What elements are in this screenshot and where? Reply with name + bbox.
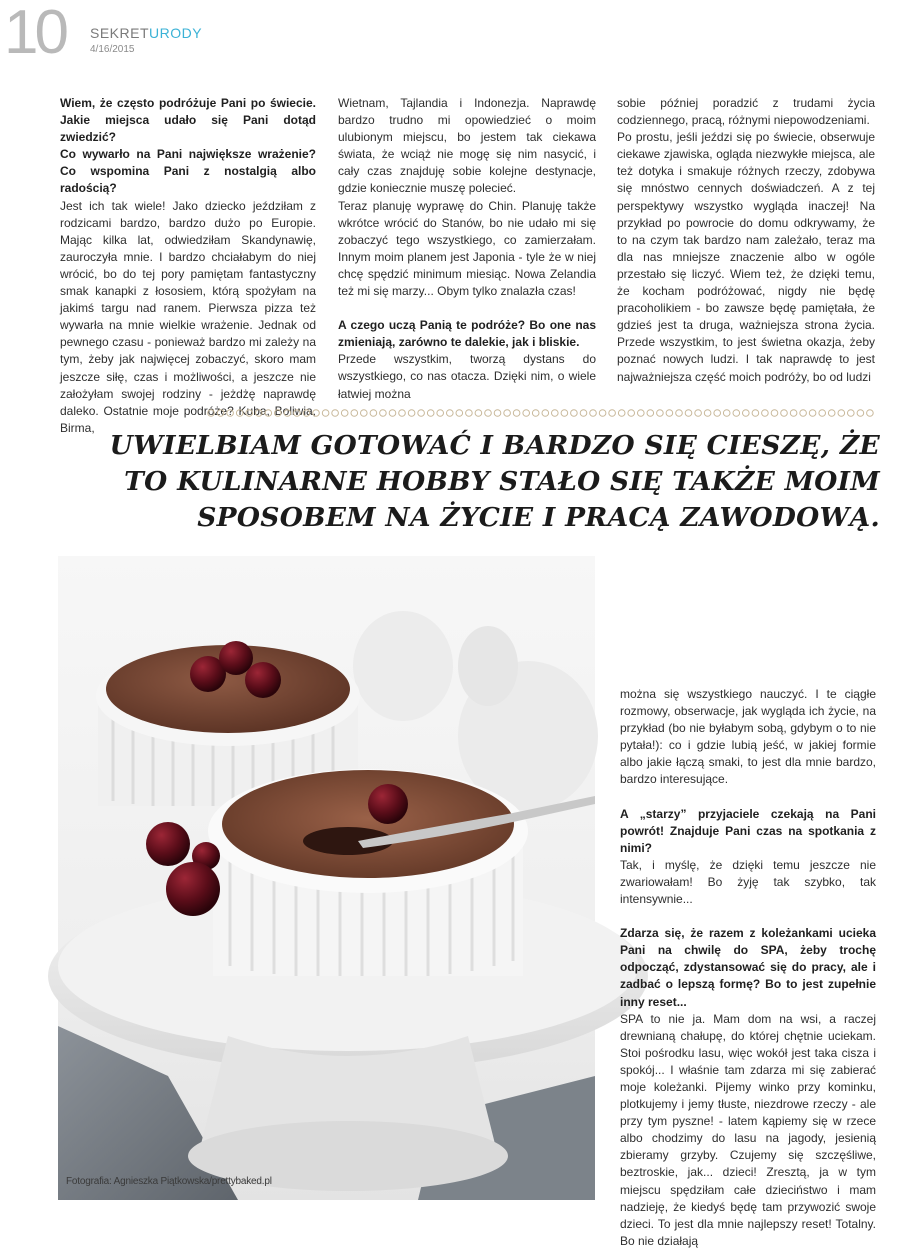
divider-dot bbox=[265, 410, 272, 417]
answer-paragraph: SPA to nie ja. Mam dom na wsi, a raczej drewnianą chałupę, do której chętnie uciekam. Stoi pośrodku lasu, więc wokół jest taka cisza i spokój... I właśnie tam zdarza mi się zabierać moje koleżanki. Pijemy winko przy kominku, plotkujemy i jemy tłuste, niezdrowe rzeczy - ale przy tym pyszne! - latem kąpiemy się w rzece albo chodzimy do lasu na jagody, jesienią zbieramy grzyby. Czujemy się szczęśliwe, beztroskie, jak... dzieci! Zresztą, ja w tym miejscu spędziłam całe dzieciństwo i mam nadzieję, że kiedyś będę tam przywozić swoje dzieci. To jest dla mnie najlepszy reset! Totalny. Bo nie działają bbox=[620, 1011, 876, 1248]
answer-paragraph: Wietnam, Tajlandia i Indonezja. Naprawdę bardzo trudno mi opowiedzieć o moim ulubionym miejscu, bo jestem tak ciekawa świata, że wciąż nie mogę się nim nasycić, i cały czas znajduję sobie kolejne destynacje, gdzie koniecznie muszę polecieć. bbox=[338, 96, 596, 196]
divider-dot bbox=[275, 410, 282, 417]
divider-dot bbox=[485, 410, 492, 417]
divider-dot bbox=[571, 410, 578, 417]
divider-dot bbox=[447, 410, 454, 417]
divider-dot bbox=[246, 410, 253, 417]
divider-dot bbox=[752, 410, 759, 417]
divider-dot bbox=[733, 410, 740, 417]
divider-dot bbox=[380, 410, 387, 417]
divider-dot bbox=[676, 410, 683, 417]
divider-dot bbox=[208, 410, 215, 417]
divider-dot bbox=[294, 410, 301, 417]
divider-dot bbox=[771, 410, 778, 417]
pull-quote bbox=[100, 428, 880, 536]
article-column-2 bbox=[338, 95, 596, 403]
divider-dot bbox=[819, 410, 826, 417]
chocolate-souffle-cherries-image bbox=[58, 556, 595, 1200]
divider-dot bbox=[303, 410, 310, 417]
article-column-4 bbox=[620, 686, 876, 1250]
divider-dot bbox=[800, 410, 807, 417]
divider-dot bbox=[332, 410, 339, 417]
divider-dot bbox=[723, 410, 730, 417]
divider-dot bbox=[552, 410, 559, 417]
article-column-1 bbox=[60, 95, 316, 437]
divider-dot bbox=[618, 410, 625, 417]
answer-paragraph: Tak, i myślę, że dzięki temu jeszcze nie zwariowałam! Bo żyję tak szybko, tak intensywnie... bbox=[620, 857, 876, 907]
divider-dot bbox=[341, 410, 348, 417]
divider-dot bbox=[580, 410, 587, 417]
photo-credit: Fotografia: Agnieszka Piątkowska/prettybaked.pl bbox=[66, 1176, 272, 1187]
divider-dot bbox=[781, 410, 788, 417]
divider-dot bbox=[714, 410, 721, 417]
divider-dot bbox=[437, 410, 444, 417]
divider-dot bbox=[704, 410, 711, 417]
divider-dot bbox=[284, 410, 291, 417]
divider-dot bbox=[494, 410, 501, 417]
divider-dot bbox=[466, 410, 473, 417]
divider-dot bbox=[590, 410, 597, 417]
divider-dot bbox=[389, 410, 396, 417]
divider-dot bbox=[828, 410, 835, 417]
divider-dot bbox=[790, 410, 797, 417]
question: A „starzy” przyjaciele czekają na Pani powrót! Znajduje Pani czas na spotkania z nimi? bbox=[620, 806, 876, 855]
divider-dot bbox=[762, 410, 769, 417]
divider-dot bbox=[504, 410, 511, 417]
divider-dot bbox=[532, 410, 539, 417]
divider-dot bbox=[456, 410, 463, 417]
pull-quote-line: SPOSOBEM NA ŻYCIE I PRACĄ ZAWODOWĄ. bbox=[197, 502, 880, 533]
divider-dot bbox=[361, 410, 368, 417]
question: A czego uczą Panią te podróże? Bo one nas zmieniają, zarówno te dalekie, jak i bliskie. bbox=[338, 318, 596, 350]
divider-dot bbox=[809, 410, 816, 417]
divider-dot bbox=[867, 410, 874, 417]
divider-dot bbox=[418, 410, 425, 417]
divider-dot bbox=[513, 410, 520, 417]
divider-dot bbox=[351, 410, 358, 417]
divider-dot bbox=[628, 410, 635, 417]
divider-dot bbox=[848, 410, 855, 417]
divider-dot bbox=[743, 410, 750, 417]
answer-paragraph: Teraz planuję wyprawę do Chin. Planuję także wkrótce wrócić do Stanów, bo nie udało mi się zobaczyć tego wszystkiego, co zamierzałam. Innym moim planem jest Japonia - tyle że w niej chcę spędzić minimum miesiąc. Nowa Zelandia też mi się marzy... Obym tylko znalazła czas! bbox=[338, 198, 596, 299]
dessert-photo bbox=[58, 556, 595, 1200]
masthead-sekret: SEKRET bbox=[90, 25, 150, 41]
divider-dot bbox=[523, 410, 530, 417]
question: Wiem, że często podróżuje Pani po świecie. Jakie miejsca udało się Pani dotąd zwiedzić? bbox=[60, 96, 316, 145]
answer-paragraph: sobie później poradzić z trudami życia codziennego, pracą, różnymi niepowodzeniami. bbox=[617, 96, 875, 128]
issue-date: 4/16/2015 bbox=[90, 44, 135, 55]
divider-dot bbox=[475, 410, 482, 417]
decorative-dot-divider bbox=[206, 407, 878, 419]
divider-dot bbox=[427, 410, 434, 417]
divider-dot bbox=[542, 410, 549, 417]
divider-dot bbox=[408, 410, 415, 417]
pull-quote-line: UWIELBIAM GOTOWAĆ I BARDZO SIĘ CIESZĘ, ŻE bbox=[109, 430, 880, 461]
divider-dot bbox=[370, 410, 377, 417]
divider-dot bbox=[685, 410, 692, 417]
divider-dot bbox=[857, 410, 864, 417]
divider-dot bbox=[313, 410, 320, 417]
divider-dot bbox=[322, 410, 329, 417]
divider-dot bbox=[666, 410, 673, 417]
divider-dot bbox=[217, 410, 224, 417]
divider-dot bbox=[227, 410, 234, 417]
divider-dot bbox=[236, 410, 243, 417]
answer-paragraph: Po prostu, jeśli jeździ się po świecie, obserwuje ciekawe zjawiska, ogląda niezwykłe miejsca, ale też dotyka i smakuje różnych rzeczy, zdobywa się mnóstwo cennych doświadczeń. A z tej perspektywy wszystko wygląda inaczej! Na przykład po powrocie do domu odkrywamy, że to na czym tak bardzo nam zależało, teraz ma dla nas mniejsze znaczenie albo w ogóle przestało się liczyć. Wiem też, że dzięki temu, że kocham podróżować, nigdy nie będę pracoholikiem - bo zawsze będę pamiętała, że gdzieś jest ta druga, ważniejsza strona życia. Przede wszystkim, to jest świetna okazja, żeby poznać nowych ludzi. I tak naprawdę to jest najważniejsza część moich podróży, bo od ludzi bbox=[617, 130, 875, 384]
divider-dot bbox=[647, 410, 654, 417]
divider-dot bbox=[657, 410, 664, 417]
question: Co wywarło na Pani największe wrażenie? Co wspomina Pani z nostalgią albo radością? bbox=[60, 147, 316, 196]
divider-dot bbox=[838, 410, 845, 417]
divider-dot bbox=[399, 410, 406, 417]
pull-quote-line: TO KULINARNE HOBBY STAŁO SIĘ TAKŻE MOIM bbox=[124, 466, 880, 497]
divider-dot bbox=[638, 410, 645, 417]
answer-paragraph: Przede wszystkim, tworzą dystans do wszystkiego, co nas otacza. Dzięki nim, o wiele łatwiej można bbox=[338, 352, 596, 401]
divider-dot bbox=[609, 410, 616, 417]
divider-dot bbox=[695, 410, 702, 417]
divider-dot bbox=[256, 410, 263, 417]
answer-paragraph: Jest ich tak wiele! Jako dziecko jeździłam z rodzicami bardzo, bardzo dużo po Europie. Mając kilka lat, odwiedziłam Skandynawię, zauroczyła mnie. I bardzo chciałabym do niej wrócić, bo do tej pory pamiętam fantastyczny smak kanapki z łososiem, którą spożyłam na jakimś targu nad ranem. Pierwsza pizza też wywarła na mnie wielkie wrażenie. Jednak od pewnego czasu - ponieważ bardzo mi zależy na tym, żeby jak najwięcej zobaczyć, skoro mam jeszcze siłę, czas i możliwości, a jeszcze nie założyłam swojej rodziny - jeżdżę naprawdę daleko. Ostatnie moje podróże? Kuba, Boliwia, Birma, bbox=[60, 198, 316, 435]
page-number: 10 bbox=[4, 0, 65, 67]
question: Zdarza się, że razem z koleżankami ucieka Pani na chwilę do SPA, żeby trochę odpocząć, zdystansować się do pracy, ale i zadbać o lepszą formę? Bo to jest zupełnie inny reset... bbox=[620, 926, 876, 1009]
masthead-urody: URODY bbox=[149, 25, 203, 41]
divider-dot bbox=[561, 410, 568, 417]
answer-paragraph: można się wszystkiego nauczyć. I te ciągłe rozmowy, obserwacje, jak wygląda ich życie, na przykład (bo nie byłabym sobą, gdybym o to nie pytała!): co i gdzie lubią jeść, w jakiej formie albo jakie łączą smaki, to jest dla mnie bardzo, bardzo interesujące. bbox=[620, 687, 876, 787]
article-column-3 bbox=[617, 95, 875, 386]
divider-dot bbox=[599, 410, 606, 417]
magazine-masthead bbox=[90, 26, 202, 40]
